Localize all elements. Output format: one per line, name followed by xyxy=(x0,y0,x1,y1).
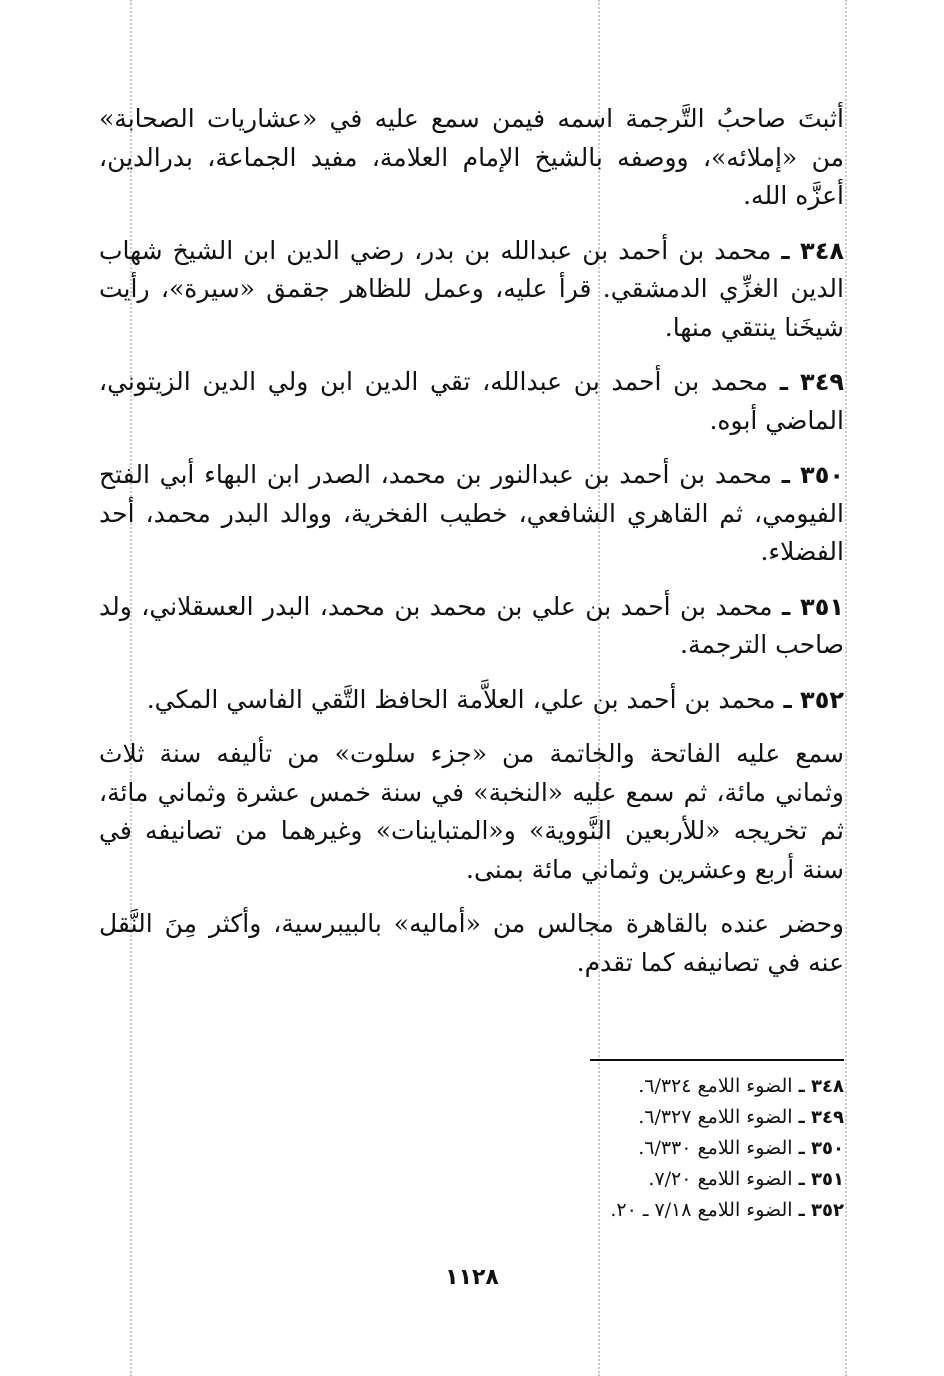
biography-entry xyxy=(99,363,844,440)
footnote-text: الضوء اللامع ٦/٣٢٧. xyxy=(638,1106,793,1128)
entry-number: ٣٥١ ـ xyxy=(782,592,844,621)
entry-number: ٣٥٢ ـ xyxy=(783,685,844,714)
biography-entry xyxy=(99,588,844,665)
entry-number: ٣٤٨ ـ xyxy=(781,236,844,265)
entry-text: محمد بن أحمد بن عبدالله بن بدر، رضي الدين ابن الشيخ شهاب الدين الغزِّي الدمشقي. قرأ عليه، وعمل للظاهر جقمق «سيرة»، رأيت شيخَنا ينتقي منها. xyxy=(99,235,844,342)
footnote-text: الضوء اللامع ٧/١٨ ـ ٢٠. xyxy=(610,1199,793,1221)
footnote-text: الضوء اللامع ٦/٣٢٤. xyxy=(638,1075,793,1097)
biography-entry xyxy=(99,456,844,572)
footnote-number: ٣٥٢ ـ xyxy=(798,1200,844,1221)
footnote-item xyxy=(444,1133,844,1164)
footnote-text: الضوء اللامع ٦/٣٣٠. xyxy=(638,1137,793,1159)
entry-text: محمد بن أحمد بن علي بن محمد بن محمد، البدر العسقلاني، ولد صاحب الترجمة. xyxy=(99,591,844,659)
footnote-number: ٣٤٩ ـ xyxy=(798,1107,844,1128)
footnote-item xyxy=(444,1164,844,1195)
footnote-number: ٣٥٠ ـ xyxy=(798,1138,844,1159)
intro-paragraph: أثبتَ صاحبُ التَّرجمة اسمه فيمن سمع عليه في «عشاريات الصحابة» من «إملائه»، ووصفه بالشيخ الإمام العلامة، مفيد الجماعة، بدرالدين، أعزَّه الله. xyxy=(99,104,844,210)
entry-number: ٣٤٩ ـ xyxy=(779,368,844,396)
main-text xyxy=(99,100,844,998)
dotted-guide-line xyxy=(845,0,847,1376)
footnote-item xyxy=(444,1195,844,1226)
footnote-item xyxy=(444,1071,844,1102)
page-number: ١١٢٨ xyxy=(445,1265,499,1290)
body-paragraph: سمع عليه الفاتحة والخاتمة من «جزء سلوت» من تأليفه سنة ثلاث وثماني مائة، ثم سمع عليه «النخبة» في سنة خمس عشرة وثماني مائة، ثم تخريجه «للأربعين النَّووية» و«المتباينات» وغيرهما من تصانيفه في سنة أربع وعشرين وثماني مائة بمنى. xyxy=(99,739,844,884)
entry-text: محمد بن أحمد بن علي، العلاَّمة الحافظ التَّقي الفاسي المكي. xyxy=(146,684,776,714)
footnote-separator xyxy=(590,1059,844,1061)
biography-entry xyxy=(99,232,844,348)
entry-text: محمد بن أحمد بن عبدالنور بن محمد، الصدر ابن البهاء أبي الفتح الفيومي، ثم القاهري الشافعي، خطيب الفخرية، ووالد البدر محمد، أحد الفضلاء. xyxy=(99,460,844,566)
footnote-number: ٣٥١ ـ xyxy=(798,1169,844,1190)
entry-text: محمد بن أحمد بن عبدالله، تقي الدين ابن ولي الدين الزيتوني، الماضي أبوه. xyxy=(99,367,844,435)
footnotes xyxy=(444,1071,844,1226)
footnote-item xyxy=(444,1102,844,1133)
entry-number: ٣٥٠ ـ xyxy=(781,461,844,489)
footnote-number: ٣٤٨ ـ xyxy=(798,1076,844,1097)
body-paragraph: وحضر عنده بالقاهرة مجالس من «أماليه» بالبيبرسية، وأكثر مِنَ النَّقل عنه في تصانيفه كما تقدم. xyxy=(99,909,844,977)
footnote-text: الضوء اللامع ٧/٢٠. xyxy=(648,1168,793,1190)
biography-entry xyxy=(99,681,844,720)
